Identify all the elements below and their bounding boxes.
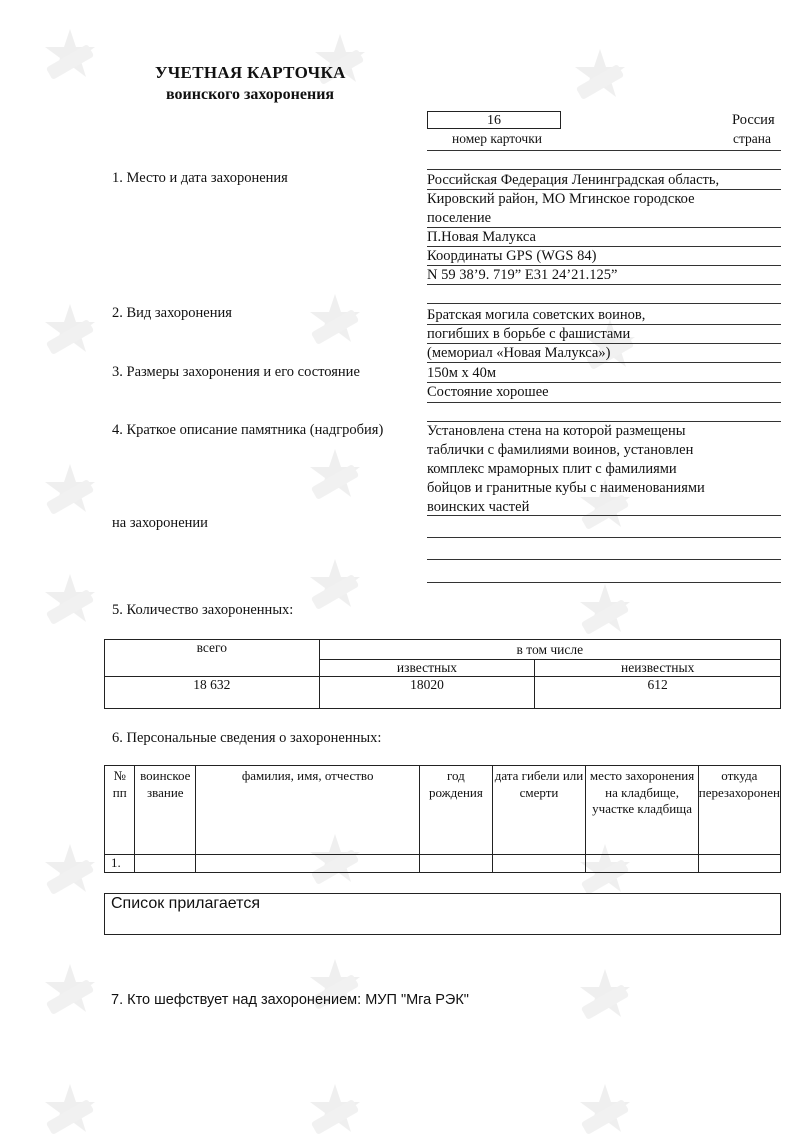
rule — [427, 284, 781, 285]
place-line: Координаты GPS (WGS 84) — [427, 248, 597, 264]
watermark-stamp-icon — [40, 960, 100, 1020]
country-label: страна — [733, 131, 772, 146]
size-label: 3. Размеры захоронения и его состояние — [112, 364, 360, 380]
watermark-stamp-icon — [570, 45, 630, 105]
row-cell — [196, 855, 420, 873]
row-cell — [492, 855, 586, 873]
watermark-stamp-icon — [305, 555, 365, 615]
list-note: Список прилагается — [111, 895, 260, 912]
watermark-stamp-icon — [40, 25, 100, 85]
description-label: 4. Краткое описание памятника (надгробия) — [112, 422, 384, 438]
rule — [427, 169, 781, 170]
rule — [427, 402, 781, 403]
personal-table — [104, 765, 781, 873]
patron-line: 7. Кто шефствует над захоронением: МУП "Мга РЭК" — [111, 992, 469, 1008]
header-rank: воинское звание — [135, 766, 196, 855]
size-line: 150м х 40м — [427, 365, 497, 381]
header-birth: год рождения — [420, 766, 492, 855]
rule — [427, 324, 781, 325]
place-line: Российская Федерация Ленинградская область, — [427, 172, 720, 188]
rule — [427, 362, 781, 363]
place-line: П.Новая Малукса — [427, 229, 536, 245]
country-value: Россия — [732, 112, 775, 128]
total-header: всего — [105, 640, 320, 677]
type-line: (мемориал «Новая Малукса») — [427, 345, 611, 361]
known-header: известных — [319, 660, 535, 677]
header-death: дата гибели или смерти — [492, 766, 586, 855]
description-line: воинских частей — [427, 499, 530, 515]
header-num: № пп — [105, 766, 135, 855]
header-place: место захоронения на кладбище, участке кладбища — [586, 766, 698, 855]
card-number-field: 16 — [427, 111, 561, 129]
known-value: 18020 — [319, 677, 535, 709]
count-label: 5. Количество захороненных: — [112, 602, 294, 618]
size-field — [427, 364, 781, 402]
rule — [427, 343, 781, 344]
rule — [427, 515, 781, 516]
description-line: таблички с фамилиями воинов, установлен — [427, 442, 694, 458]
description-line: бойцов и гранитные кубы с наименованиями — [427, 480, 705, 496]
rule — [427, 150, 781, 151]
watermark-stamp-icon — [40, 300, 100, 360]
header-name: фамилия, имя, отчество — [196, 766, 420, 855]
including-header: в том числе — [319, 640, 780, 660]
personal-label: 6. Персональные сведения о захороненных: — [112, 730, 382, 746]
type-field — [427, 306, 781, 363]
rule — [427, 303, 781, 304]
watermark-stamp-icon — [305, 445, 365, 505]
rule — [427, 382, 781, 383]
place-line: Кировский район, МО Мгинское городское — [427, 191, 695, 207]
watermark-stamp-icon — [575, 580, 635, 640]
size-line: Состояние хорошее — [427, 384, 549, 400]
row-cell — [420, 855, 492, 873]
watermark-stamp-icon — [40, 840, 100, 900]
description-field — [427, 422, 781, 517]
watermark-stamp-icon — [305, 290, 365, 350]
description-line: комплекс мраморных плит с фамилиями — [427, 461, 677, 477]
type-label: 2. Вид захоронения — [112, 305, 232, 321]
watermark-stamp-icon — [575, 965, 635, 1025]
place-line: N 59 38’9. 719” E31 24’21.125” — [427, 267, 618, 283]
type-line: погибших в борьбе с фашистами — [427, 326, 631, 342]
row-cell — [135, 855, 196, 873]
rule — [427, 246, 781, 247]
watermark-stamp-icon — [305, 1080, 365, 1140]
count-table — [104, 639, 781, 709]
watermark-stamp-icon — [40, 570, 100, 630]
row-num: 1. — [105, 855, 135, 873]
watermark-stamp-icon — [40, 460, 100, 520]
description-line: Установлена стена на которой размещены — [427, 423, 686, 439]
watermark-stamp-icon — [575, 1080, 635, 1140]
rule — [427, 559, 781, 560]
watermark-stamp-icon — [40, 1080, 100, 1140]
rule — [427, 537, 781, 538]
row-cell — [586, 855, 698, 873]
row-cell — [698, 855, 780, 873]
place-line: поселение — [427, 210, 492, 226]
place-label: 1. Место и дата захоронения — [112, 170, 288, 186]
unknown-header: неизвестных — [535, 660, 781, 677]
total-value: 18 632 — [105, 677, 320, 709]
card-subtitle: воинского захоронения — [166, 86, 335, 103]
unknown-value: 612 — [535, 677, 781, 709]
rule — [427, 582, 781, 583]
rule — [427, 227, 781, 228]
card-title: УЧЕТНАЯ КАРТОЧКА — [155, 63, 346, 82]
rule — [427, 189, 781, 190]
description-label-cont: на захоронении — [112, 515, 208, 531]
type-line: Братская могила советских воинов, — [427, 307, 646, 323]
header-moved: откуда перезахоронен — [698, 766, 780, 855]
card-number-label: номер карточки — [452, 131, 542, 146]
rule — [427, 265, 781, 266]
